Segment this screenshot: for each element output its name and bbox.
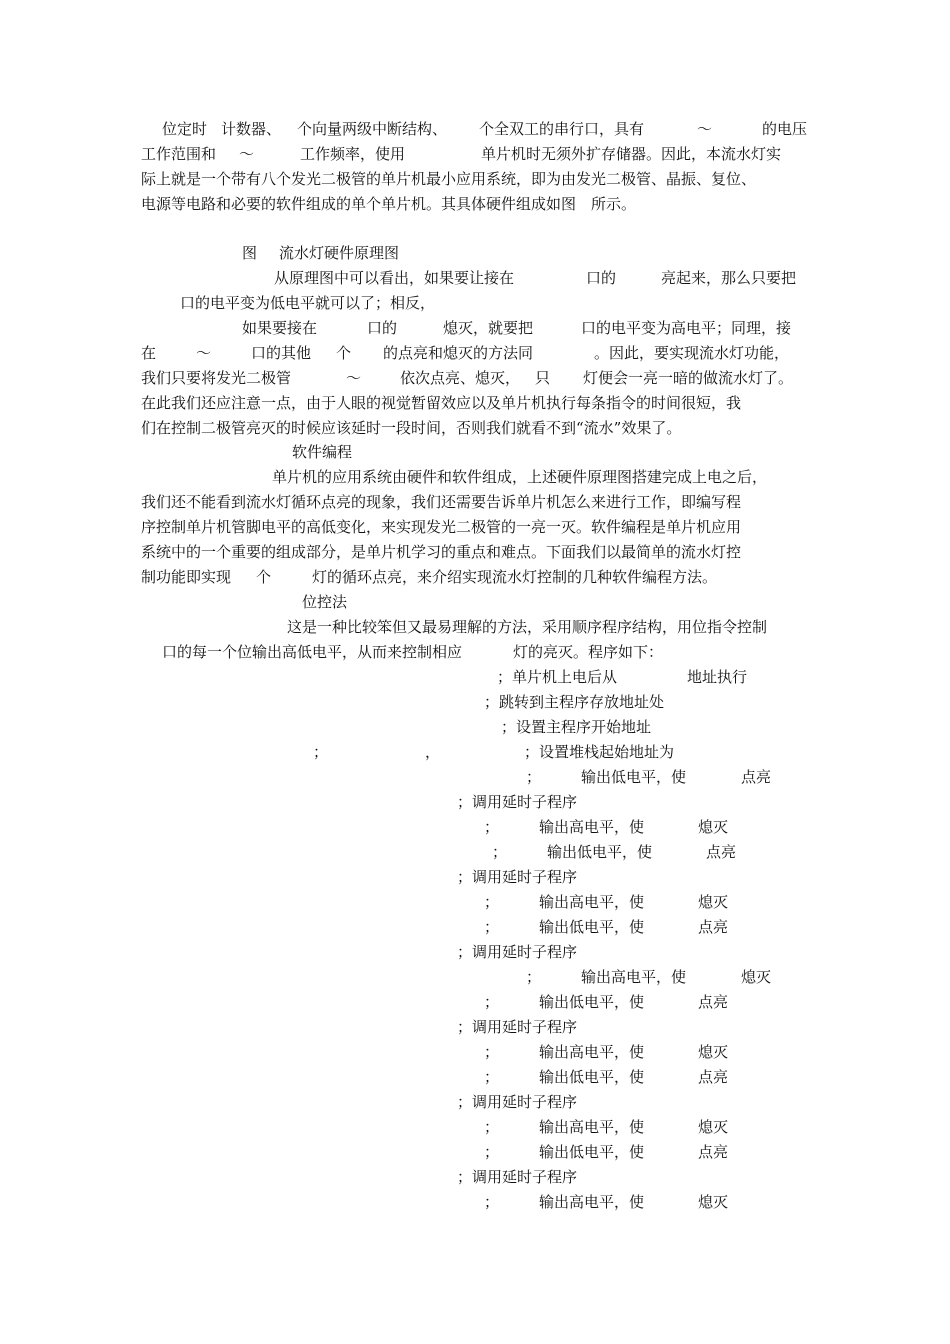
text-run: 制功能即实现 <box>141 568 232 586</box>
text-run: 个向量两级中断结构、 <box>297 120 448 138</box>
figure-label: 图 <box>242 244 258 262</box>
section-heading-bit-control: 位控法 <box>302 593 348 611</box>
code-comment: ， <box>425 743 441 761</box>
text-run: 亮起来，那么只要把 <box>661 269 797 287</box>
text-run: 工作频率，使用 <box>300 145 406 163</box>
section-heading-software: 软件编程 <box>292 443 353 461</box>
text-run: 在 <box>141 344 157 362</box>
text-run: 个 <box>256 568 272 586</box>
code-comment: 熄灭 <box>698 1118 729 1136</box>
text-run: 口的每一个位输出高低电平，从而来控制相应 <box>162 643 463 661</box>
para1-line3: 际上就是一个带有八个发光二极管的单片机最小应用系统，即为由发光二极管、晶振、复位、 <box>141 170 757 188</box>
text-run: 熄灭，就要把 <box>443 319 534 337</box>
text-run: 依次点亮、熄灭， <box>400 369 521 387</box>
text-run: 个 <box>336 344 352 362</box>
para1-line4: 电源等电路和必要的软件组成的单个单片机。其具体硬件组成如图 所示。 <box>141 195 637 213</box>
code-comment: 输出低电平，使 <box>539 993 645 1011</box>
text-run: 单片机时无须外扩存储器。因此，本流水灯实 <box>481 145 782 163</box>
text-run: 灯便会一亮一暗的做流水灯了。 <box>583 369 794 387</box>
text-run: 口的电平变为高电平；同理，接 <box>581 319 792 337</box>
para2-line6: 在此我们还应注意一点，由于人眼的视觉暂留效应以及单片机执行每条指令的时间很短，我 <box>141 394 742 412</box>
code-comment: ；设置堆栈起始地址为 <box>524 743 675 761</box>
para4-line1: 这是一种比较笨但又最易理解的方法，采用顺序程序结构，用位指令控制 <box>287 618 768 636</box>
code-comment: 点亮 <box>698 1068 729 1086</box>
code-comment: ；设置主程序开始地址 <box>501 718 652 736</box>
code-comment: ； <box>484 1118 500 1136</box>
code-comment: 熄灭 <box>698 1043 729 1061</box>
code-comment: ； <box>313 743 329 761</box>
code-comment: ； <box>484 1143 500 1161</box>
code-comment: 熄灭 <box>698 893 729 911</box>
code-comment: 点亮 <box>698 993 729 1011</box>
code-comment: 点亮 <box>698 918 729 936</box>
para2-line7: 们在控制二极管亮灭的时候应该延时一段时间，否则我们就看不到“流水”效果了。 <box>141 419 682 437</box>
code-comment: ； <box>484 1043 500 1061</box>
para3-line2: 我们还不能看到流水灯循环点亮的现象，我们还需要告诉单片机怎么来进行工作，即编写程 <box>141 493 742 511</box>
code-comment: 点亮 <box>706 843 737 861</box>
code-comment: 输出低电平，使 <box>581 768 687 786</box>
text-run: 口的 <box>586 269 617 287</box>
code-comment: ； <box>526 968 542 986</box>
para2-line2: 口的电平变为低电平就可以了；相反， <box>180 294 436 312</box>
code-comment: ；调用延时子程序 <box>457 868 578 886</box>
text-run: ～ <box>346 369 362 387</box>
text-run: 我们只要将发光二极管 <box>141 369 292 387</box>
code-comment: 输出高电平，使 <box>539 1193 645 1211</box>
para3-line4: 系统中的一个重要的组成部分，是单片机学习的重点和难点。下面我们以最简单的流水灯控 <box>141 543 742 561</box>
code-comment: ； <box>484 893 500 911</box>
text-run: 。因此，要实现流水灯功能， <box>594 344 790 362</box>
code-comment: 输出高电平，使 <box>539 1043 645 1061</box>
text-run: ～ <box>239 145 255 163</box>
code-comment: ； <box>484 1193 500 1211</box>
code-comment: 输出高电平，使 <box>581 968 687 986</box>
code-comment: ； <box>484 1068 500 1086</box>
text-run: 工作范围和 <box>141 145 217 163</box>
code-comment: 输出高电平，使 <box>539 818 645 836</box>
code-comment: ；调用延时子程序 <box>457 793 578 811</box>
para3-line3: 序控制单片机管脚电平的高低变化，来实现发光二极管的一亮一灭。软件编程是单片机应用 <box>141 518 742 536</box>
text-run: 个全双工的串行口，具有 <box>479 120 645 138</box>
para3-line1: 单片机的应用系统由硬件和软件组成，上述硬件原理图搭建完成上电之后， <box>272 468 768 486</box>
code-comment: ；跳转到主程序存放地址处 <box>484 693 665 711</box>
code-comment: 地址执行 <box>687 668 748 686</box>
code-comment: ； <box>484 818 500 836</box>
text-run: ～ <box>196 344 212 362</box>
text-run: 灯的亮灭。程序如下： <box>513 643 664 661</box>
text-run: 计数器、 <box>221 120 282 138</box>
code-comment: ；单片机上电后从 <box>497 668 618 686</box>
code-comment: 熄灭 <box>741 968 772 986</box>
code-comment: 熄灭 <box>698 818 729 836</box>
code-comment: 输出高电平，使 <box>539 1118 645 1136</box>
text-run: ～ <box>697 120 713 138</box>
code-comment: ；调用延时子程序 <box>457 1018 578 1036</box>
code-comment: 输出低电平，使 <box>539 1068 645 1086</box>
code-comment: 输出低电平，使 <box>547 843 653 861</box>
code-comment: 输出低电平，使 <box>539 1143 645 1161</box>
code-comment: 输出高电平，使 <box>539 893 645 911</box>
text-run: 的点亮和熄灭的方法同 <box>383 344 534 362</box>
code-comment: 熄灭 <box>698 1193 729 1211</box>
code-comment: ；调用延时子程序 <box>457 1093 578 1111</box>
code-comment: ；调用延时子程序 <box>457 943 578 961</box>
code-comment: ； <box>484 993 500 1011</box>
text-run: 的电压 <box>762 120 808 138</box>
text-run: 如果要接在 <box>242 319 318 337</box>
code-comment: ； <box>526 768 542 786</box>
code-comment: ； <box>484 918 500 936</box>
text-run: 位定时 <box>162 120 208 138</box>
text-run: 灯的循环点亮，来介绍实现流水灯控制的几种软件编程方法。 <box>312 568 718 586</box>
code-comment: ；调用延时子程序 <box>457 1168 578 1186</box>
code-comment: 输出低电平，使 <box>539 918 645 936</box>
code-comment: 点亮 <box>741 768 772 786</box>
code-comment: 点亮 <box>698 1143 729 1161</box>
text-run: 只 <box>535 369 551 387</box>
text-run: 口的其他 <box>251 344 312 362</box>
text-run: 口的 <box>367 319 398 337</box>
figure-title: 流水灯硬件原理图 <box>279 244 400 262</box>
text-run: 从原理图中可以看出，如果要让接在 <box>274 269 515 287</box>
code-comment: ； <box>492 843 508 861</box>
